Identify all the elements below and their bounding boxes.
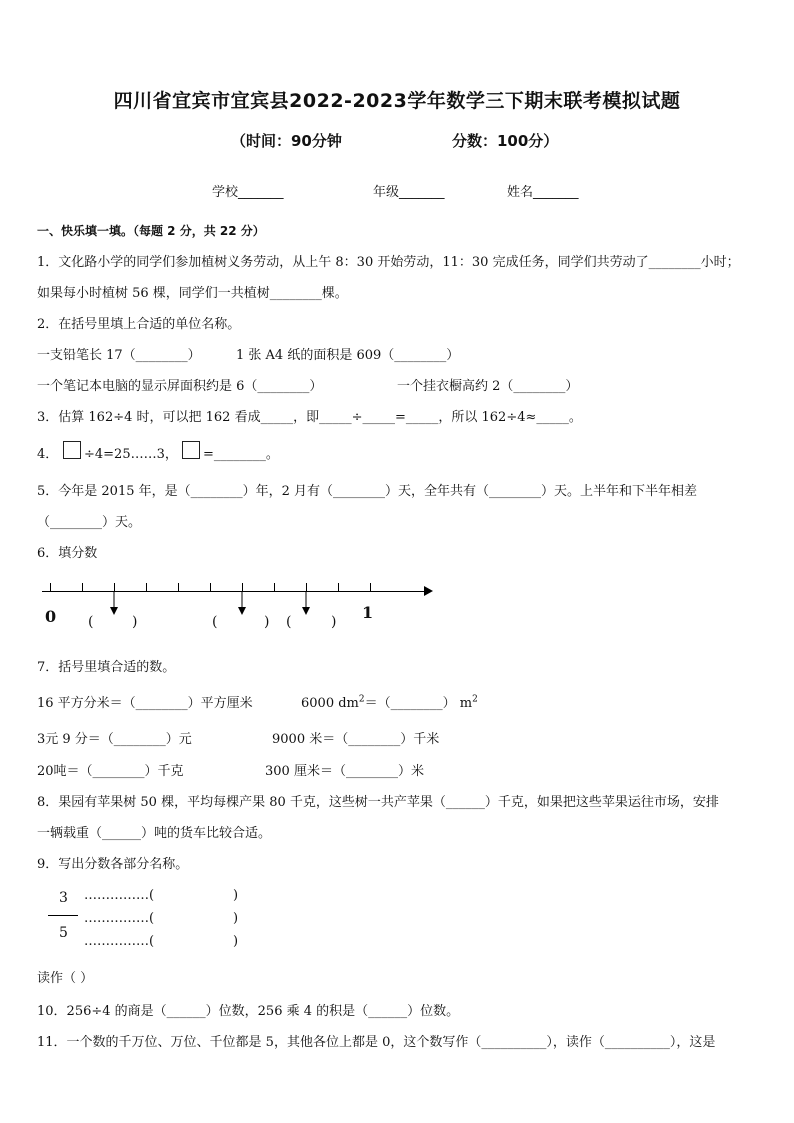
number-line-tick (306, 583, 307, 591)
q6-blank-2-close: ) (264, 614, 270, 630)
q9-read: 读作（ ） (37, 971, 94, 986)
fraction-numerator: 3 (59, 890, 68, 906)
q4-num: 4． (37, 447, 59, 462)
q7-b (301, 692, 478, 711)
number-line-tick (146, 583, 147, 591)
q2-stem: 2．在括号里填上合适的单位名称。 (37, 317, 241, 332)
number-line-tick (242, 583, 243, 591)
q9-row-2-close: ) (233, 911, 239, 926)
q1-line2: 如果每小时植树 56 棵，同学们一共植树________棵。 (37, 286, 348, 301)
school-field[interactable]: 学校_______ (212, 185, 284, 200)
q6-blank-1-close: ) (132, 614, 138, 630)
fraction-denominator: 5 (59, 925, 68, 941)
q7-d: 9000 米＝（________）千米 (272, 732, 440, 747)
q9-row-3: ……………( (84, 934, 155, 949)
name-field[interactable]: 姓名_______ (507, 185, 579, 200)
number-line-label-0: 0 (45, 607, 57, 626)
number-line-tick (210, 583, 211, 591)
number-line-arrowhead (424, 586, 433, 596)
section-heading: 一、快乐填一填。（每题 2 分，共 22 分） (37, 224, 265, 238)
number-line-tick (338, 583, 339, 591)
number-line-tick (50, 583, 51, 591)
q11-text: 11．一个数的千万位、万位、千位都是 5，其他各位上都是 0，这个数写作（__________），读作（__________），这是 (37, 1035, 716, 1050)
q7-b-part2: ＝（________） m (364, 696, 473, 711)
number-line-label-1: 1 (362, 603, 374, 622)
q9-stem: 9．写出分数各部分名称。 (37, 857, 189, 872)
q5-line2: （________）天。 (37, 515, 142, 530)
q6-blank-2-open: ( (212, 614, 218, 630)
q5-line1: 5．今年是 2015 年，是（________）年，2 月有（________）天，全年共有（________）天。上半年和下半年相差 (37, 484, 698, 499)
q9-row-2: ……………( (84, 911, 155, 926)
q4-blank-box-1[interactable] (63, 441, 81, 459)
number-line-tick (178, 583, 179, 591)
q6-blank-3-open: ( (286, 614, 292, 630)
q7-a: 16 平方分米＝（________）平方厘米 (37, 696, 253, 711)
q2-b: 1 张 A4 纸的面积是 609（________） (236, 348, 460, 363)
exam-time: （时间：90分钟 (231, 132, 342, 150)
q9-row-1: ……………( (84, 888, 155, 903)
number-line-tick (370, 583, 371, 591)
q7-b-sup2: 2 (472, 694, 478, 705)
grade-field[interactable]: 年级_______ (373, 185, 445, 200)
q6-blank-3-close: ) (331, 614, 337, 630)
page-title: 四川省宜宾市宜宾县2022-2023学年数学三下期末联考模拟试题 (113, 90, 681, 112)
number-line-tick (114, 583, 115, 591)
down-arrow-icon (301, 592, 311, 616)
number-line-axis (42, 591, 426, 592)
exam-score: 分数：100分） (452, 132, 559, 150)
q8-line1: 8．果园有苹果树 50 棵，平均每棵产果 80 千克，这些树一共产苹果（______）千克，如果把这些苹果运往市场，安排 (37, 795, 719, 810)
q2-d: 一个挂衣橱高约 2（________） (397, 379, 579, 394)
q7-stem: 7．括号里填合适的数。 (37, 660, 176, 675)
q3-text: 3．估算 162÷4 时，可以把 162 看成_____，即_____÷_____=_____，所以 162÷4≈_____。 (37, 410, 582, 425)
q9-row-1-close: ) (233, 888, 239, 903)
q7-c: 3元 9 分＝（________）元 (37, 732, 192, 747)
number-line-tick (274, 583, 275, 591)
q9-row-3-close: ) (233, 934, 239, 949)
q10-text: 10．256÷4 的商是（______）位数，256 乘 4 的积是（______）位数。 (37, 1004, 460, 1019)
q4-part1: ÷4=25……3， (84, 447, 178, 462)
q2-a: 一支铅笔长 17（________） (37, 348, 201, 363)
down-arrow-icon (237, 592, 247, 616)
q7-b-part1: 6000 dm (301, 696, 359, 711)
q4-blank-box-2[interactable] (182, 441, 200, 459)
q2-c: 一个笔记本电脑的显示屏面积约是 6（________） (37, 379, 323, 394)
q8-line2: 一辆载重（______）吨的货车比较合适。 (37, 826, 272, 841)
q7-e: 20吨＝（________）千克 (37, 764, 184, 779)
q7-b-sup: 2 (358, 694, 365, 705)
down-arrow-icon (109, 592, 119, 616)
q7-f: 300 厘米＝（________）米 (265, 764, 424, 779)
q4-part2: =________。 (203, 447, 279, 462)
q6-blank-1-open: ( (88, 614, 94, 630)
fraction-bar (48, 915, 78, 916)
number-line-tick (82, 583, 83, 591)
q6-stem: 6．填分数 (37, 546, 98, 561)
q1-line1: 1．文化路小学的同学们参加植树义务劳动，从上午 8：30 开始劳动，11：30 完成任务，同学们共劳动了________小时； (37, 255, 740, 270)
